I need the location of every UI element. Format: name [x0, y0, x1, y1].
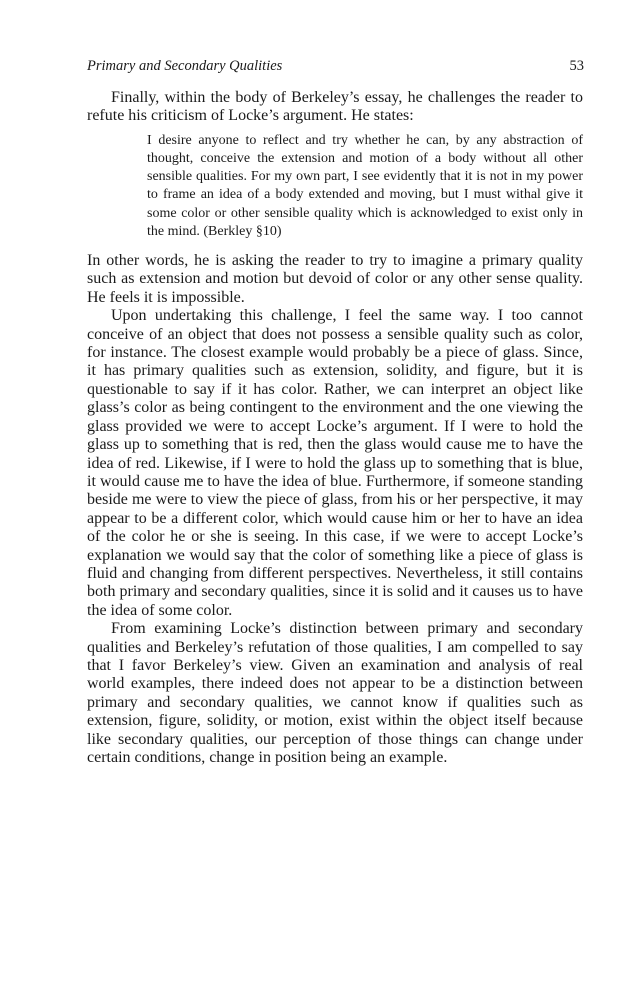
- intro-paragraph: Finally, within the body of Berkeley’s essay, he challenges the reader to refute his criticism of Locke’s argument. He states:: [87, 89, 583, 125]
- block-quote: I desire anyone to reflect and try whether he can, by any abstraction of thought, conceive the extension and motion of a body without all other sensible qualities. For my own part, I see evidently that it is not in my power to frame an idea of a body extended and moving, but I must withal give it some color or other sensible quality which is acknowledged to exist only in the mind. (Berkley §10): [147, 132, 583, 239]
- running-title: Primary and Secondary Qualities: [87, 58, 283, 74]
- running-header: [87, 58, 584, 78]
- paragraph-1: In other words, he is asking the reader to try to imagine a primary quality such as extension and motion but devoid of color or any other sense quality. He feels it is impossible.: [87, 252, 583, 306]
- paragraph-2: Upon undertaking this challenge, I feel the same way. I too cannot conceive of an object that does not possess a sensible quality such as color, for instance. The closest example would probably be a piece of glass. Since, it has primary qualities such as extension, solidity, and figure, but it is questionable to say if it has color. Rather, we can interpret an object like glass’s color as being contingent to the environment and the one viewing the glass provided we were to accept Locke’s argument. If I were to hold the glass up to something that is red, then the glass would cause me to have the idea of red. Likewise, if I were to hold the glass up to something that is blue, it would cause me to have the idea of blue. Furthermore, if someone standing beside me were to view the piece of glass, from his or her perspective, it may appear to be a different color, which would cause him or her to have an idea of the color he or she is seeing. In this case, if we were to accept Locke’s explanation we would say that the color of something like a piece of glass is fluid and changing from different perspectives. Nevertheless, it still contains both primary and secondary qualities, since it is solid and it causes us to have the idea of some color.: [87, 307, 583, 619]
- paragraph-3: From examining Locke’s distinction between primary and secondary qualities and Berkeley’s refutation of those qualities, I am compelled to say that I favor Berkeley’s view. Given an examination and analysis of real world examples, there indeed does not appear to be a distinction between primary and secondary qualities, we cannot know if qualities such as extension, figure, solidity, or motion, exist within the object itself because like secondary qualities, our perception of those things can change under certain conditions, change in position being an example.: [87, 620, 583, 766]
- page-number: 53: [569, 58, 584, 74]
- body-text: [87, 89, 583, 767]
